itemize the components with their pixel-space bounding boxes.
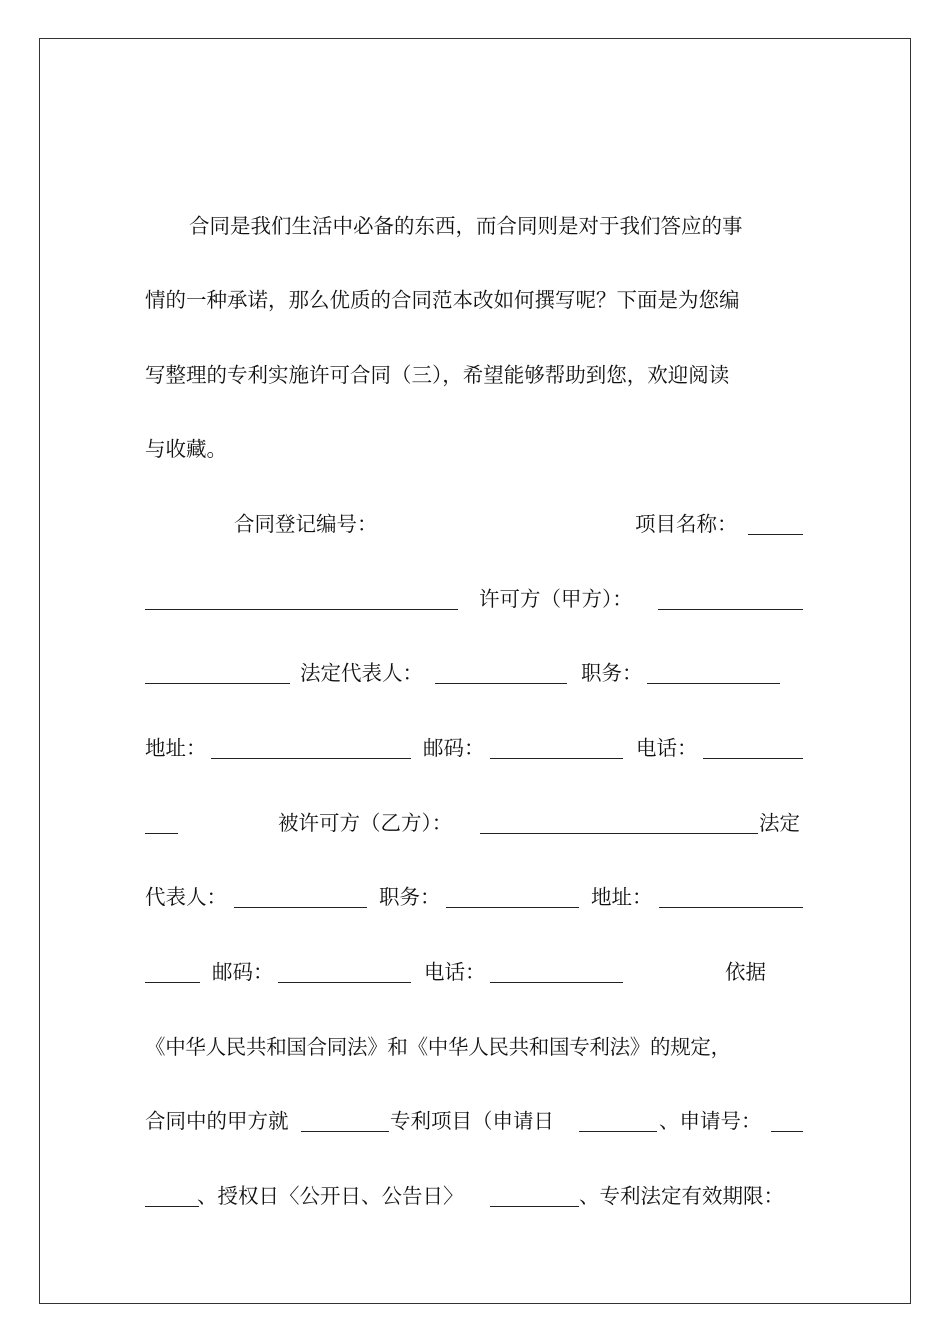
phone-blank[interactable]	[703, 758, 803, 759]
form-line-4	[145, 731, 805, 765]
licensee-phone-blank[interactable]	[490, 982, 623, 983]
intro-text-3: 写整理的专利实施许可合同（三），希望能够帮助到您，欢迎阅读	[145, 363, 730, 387]
licensee-position-label: 职务：	[379, 885, 441, 909]
form-line-7	[145, 955, 805, 989]
party-a-prefix: 合同中的甲方就	[145, 1109, 289, 1133]
licensee-blank[interactable]	[480, 833, 758, 834]
validity-label: 、专利法定有效期限：	[579, 1184, 784, 1208]
licensee-label: 被许可方（乙方）：	[278, 811, 453, 835]
phone-blank-cont[interactable]	[145, 833, 178, 834]
intro-line-2	[145, 283, 805, 317]
position-blank[interactable]	[647, 683, 780, 684]
project-name-label: 项目名称：	[635, 512, 738, 536]
form-line-5	[145, 806, 805, 840]
intro-text-1: 合同是我们生活中必备的东西，而合同则是对于我们答应的事	[189, 214, 743, 238]
legal-rep-blank[interactable]	[435, 683, 567, 684]
body-line-10	[145, 1179, 805, 1213]
intro-text-2: 情的一种承诺，那么优质的合同范本改如何撰写呢？下面是为您编	[145, 288, 740, 312]
reg-no-label: 合同登记编号：	[234, 512, 378, 536]
legal-rep-label-part1: 法定	[759, 811, 800, 835]
licensee-address-blank-cont[interactable]	[145, 982, 200, 983]
application-no-blank[interactable]	[771, 1131, 803, 1132]
licensor-blank[interactable]	[658, 609, 803, 610]
intro-line-1	[145, 209, 805, 243]
postcode-blank[interactable]	[490, 758, 623, 759]
application-no-blank-cont[interactable]	[145, 1206, 199, 1207]
licensee-postcode-blank[interactable]	[278, 982, 411, 983]
licensee-phone-label: 电话：	[424, 960, 486, 984]
position-label: 职务：	[581, 661, 643, 685]
form-line-3	[145, 656, 805, 690]
application-no-label: 、申请号：	[659, 1109, 762, 1133]
law-reference: 《中华人民共和国合同法》和《中华人民共和国专利法》的规定，	[145, 1035, 731, 1059]
licensee-address-label: 地址：	[591, 885, 653, 909]
legal-rep-label: 法定代表人：	[300, 661, 423, 685]
form-line-1	[145, 507, 805, 541]
licensee-position-blank[interactable]	[446, 907, 579, 908]
application-date-blank[interactable]	[579, 1131, 657, 1132]
phone-label: 电话：	[636, 736, 698, 760]
legal-rep-label-part2: 代表人：	[145, 885, 227, 909]
grant-date-blank[interactable]	[490, 1206, 579, 1207]
form-line-2	[145, 582, 805, 616]
address-label: 地址：	[145, 736, 207, 760]
licensee-legal-rep-blank[interactable]	[234, 907, 367, 908]
patent-name-blank[interactable]	[301, 1131, 389, 1132]
body-line-8	[145, 1030, 805, 1064]
patent-item-label: 专利项目（申请日	[390, 1109, 554, 1133]
form-line-6	[145, 880, 805, 914]
licensor-blank-cont[interactable]	[145, 683, 290, 684]
intro-text-4: 与收藏。	[145, 437, 227, 461]
address-blank[interactable]	[211, 758, 411, 759]
project-name-blank[interactable]	[748, 534, 803, 535]
basis-label: 依据	[725, 960, 766, 984]
body-line-9	[145, 1104, 805, 1138]
licensor-label: 许可方（甲方）：	[479, 587, 633, 611]
grant-date-label: 、授权日〈公开日、公告日〉	[197, 1184, 464, 1208]
licensee-postcode-label: 邮码：	[212, 960, 274, 984]
intro-line-3	[145, 358, 805, 392]
intro-line-4	[145, 432, 805, 466]
licensee-address-blank[interactable]	[659, 907, 803, 908]
postcode-label: 邮码：	[423, 736, 485, 760]
project-name-blank-cont[interactable]	[145, 609, 458, 610]
